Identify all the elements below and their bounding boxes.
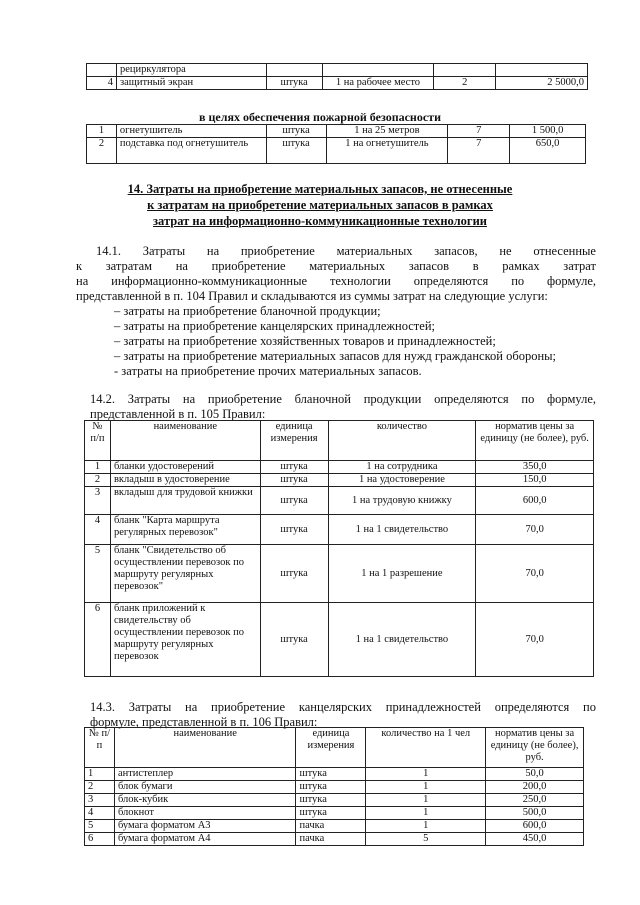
item-quantity: 5 (366, 833, 486, 846)
item-norm (434, 64, 496, 77)
item-price: 150,0 (476, 474, 594, 487)
header-num: № п/п (85, 421, 111, 461)
item-name: блокнот (114, 807, 296, 820)
table-row (87, 138, 586, 164)
list-item: – затраты на приобретение канцелярских принадлежностей; (114, 319, 435, 333)
header-unit: единица измерения (260, 421, 328, 461)
item-unit: штука (296, 794, 366, 807)
item-quantity: 1 на удостоверение (328, 474, 476, 487)
row-number: 3 (85, 487, 111, 515)
table-header-row (85, 421, 594, 461)
fire-safety-heading: в целях обеспечения пожарной безопасности (199, 110, 441, 124)
item-unit: штука (296, 807, 366, 820)
header-price: норматив цены за единицу (не более), руб. (486, 728, 584, 768)
item-quantity: 1 на огнетушитель (326, 138, 448, 164)
item-quantity: 1 на рабочее место (322, 77, 434, 90)
paragraph-line: на информационно-коммуникационные технологии определяются по формуле, (76, 274, 596, 288)
item-quantity: 1 (366, 820, 486, 833)
table-header-row (85, 728, 584, 768)
item-price: 70,0 (476, 515, 594, 545)
row-number: 2 (87, 138, 117, 164)
item-norm: 2 (434, 77, 496, 90)
paragraph-line: 14.1. Затраты на приобретение материальных запасов, не отнесенные (96, 244, 596, 258)
header-name: наименование (114, 728, 296, 768)
item-price: 70,0 (476, 603, 594, 677)
item-name: бланки удостоверений (110, 461, 260, 474)
row-number: 6 (85, 603, 111, 677)
section-14-title-line-3: затрат на информационно-коммуникационные технологии (153, 214, 487, 228)
paragraph-line: 14.3. Затраты на приобретение канцелярских принадлежностей определяются по (90, 700, 596, 714)
table-row (85, 487, 594, 515)
item-name: подставка под огнетушитель (116, 138, 266, 164)
item-norm: 7 (448, 138, 510, 164)
table-row (85, 781, 584, 794)
item-quantity: 1 на 1 разрешение (328, 545, 476, 603)
item-quantity: 1 (366, 781, 486, 794)
list-item: – затраты на приобретение хозяйственных товаров и принадлежностей; (114, 334, 496, 348)
row-number: 2 (85, 474, 111, 487)
table-row (85, 515, 594, 545)
paragraph-14-2 (90, 392, 596, 422)
item-price: 600,0 (486, 820, 584, 833)
list-item: – затраты на приобретение бланочной продукции; (114, 304, 381, 318)
item-quantity: 1 на 1 свидетельство (328, 603, 476, 677)
section-14-title-line-1: 14. Затраты на приобретение материальных запасов, не отнесенные (127, 182, 513, 196)
row-number: 4 (85, 807, 115, 820)
item-name: блок-кубик (114, 794, 296, 807)
row-number: 2 (85, 781, 115, 794)
list-item: - затраты на приобретение прочих материальных запасов. (114, 364, 422, 378)
item-name: вкладыш в удостоверение (110, 474, 260, 487)
row-number: 3 (85, 794, 115, 807)
item-unit: штука (260, 461, 328, 474)
table-row (85, 474, 594, 487)
table-row (85, 820, 584, 833)
item-name: огнетушитель (116, 125, 266, 138)
table-row (85, 768, 584, 781)
item-quantity: 1 на 25 метров (326, 125, 448, 138)
table-row (87, 64, 588, 77)
item-price: 250,0 (486, 794, 584, 807)
item-name: блок бумаги (114, 781, 296, 794)
item-quantity (322, 64, 434, 77)
section-14-title-line-2: к затратам на приобретение материальных запасов в рамках (147, 198, 493, 212)
paragraph-14-1 (76, 244, 596, 304)
top-table (86, 63, 588, 90)
item-price: 450,0 (486, 833, 584, 846)
table-row (85, 545, 594, 603)
row-number: 4 (87, 77, 117, 90)
table-row (87, 125, 586, 138)
item-price: 650,0 (510, 138, 586, 164)
item-unit: штука (260, 603, 328, 677)
paragraph-line: представленной в п. 105 Правил: (90, 407, 266, 421)
item-quantity: 1 (366, 794, 486, 807)
item-price: 1 500,0 (510, 125, 586, 138)
header-quantity: количество на 1 чел (366, 728, 486, 768)
item-unit: штука (260, 487, 328, 515)
fire-safety-table (86, 124, 586, 164)
item-price: 600,0 (476, 487, 594, 515)
item-name: антистеплер (114, 768, 296, 781)
table-row (85, 833, 584, 846)
item-unit: штука (296, 768, 366, 781)
paragraph-14-3 (90, 700, 596, 730)
item-unit: штука (266, 125, 326, 138)
paragraph-line: к затратам на приобретение материальных запасов в рамках затрат (76, 259, 596, 273)
item-price: 70,0 (476, 545, 594, 603)
stationery-table (84, 727, 584, 846)
item-quantity: 1 (366, 768, 486, 781)
row-number: 1 (85, 461, 111, 474)
table-row (87, 77, 588, 90)
item-name: бумага форматом А3 (114, 820, 296, 833)
item-name: вкладыш для трудовой книжки (110, 487, 260, 515)
item-name: бланк приложений к свидетельству об осуществлении перевозок по маршруту регулярных перевозок (110, 603, 260, 677)
item-price: 350,0 (476, 461, 594, 474)
item-unit: штука (260, 474, 328, 487)
item-price: 200,0 (486, 781, 584, 794)
row-number: 4 (85, 515, 111, 545)
row-number (87, 64, 117, 77)
item-unit: пачка (296, 820, 366, 833)
row-number: 5 (85, 820, 115, 833)
item-norm: 7 (448, 125, 510, 138)
header-num: № п/п (85, 728, 115, 768)
item-unit (266, 64, 322, 77)
header-price: норматив цены за единицу (не более), руб. (476, 421, 594, 461)
row-number: 5 (85, 545, 111, 603)
blank-products-table (84, 420, 594, 677)
table-row (85, 807, 584, 820)
list-item: – затраты на приобретение материальных запасов для нужд гражданской обороны; (114, 349, 557, 363)
item-price (496, 64, 588, 77)
item-price: 500,0 (486, 807, 584, 820)
item-unit: пачка (296, 833, 366, 846)
header-quantity: количество (328, 421, 476, 461)
header-name: наименование (110, 421, 260, 461)
item-unit: штука (260, 545, 328, 603)
row-number: 1 (85, 768, 115, 781)
item-name: бумага форматом А4 (114, 833, 296, 846)
table-row (85, 461, 594, 474)
item-name: бланк "Свидетельство об осуществлении перевозок по маршруту регулярных перевозок" (110, 545, 260, 603)
item-unit: штука (266, 138, 326, 164)
item-name: рециркулятора (116, 64, 266, 77)
item-unit: штука (260, 515, 328, 545)
table-row (85, 603, 594, 677)
item-quantity: 1 (366, 807, 486, 820)
row-number: 6 (85, 833, 115, 846)
paragraph-line: формуле, представленной в п. 106 Правил: (90, 715, 318, 729)
item-price: 2 5000,0 (496, 77, 588, 90)
row-number: 1 (87, 125, 117, 138)
item-unit: штука (266, 77, 322, 90)
table-row (85, 794, 584, 807)
expense-list (114, 304, 594, 379)
item-quantity: 1 на 1 свидетельство (328, 515, 476, 545)
item-unit: штука (296, 781, 366, 794)
item-name: защитный экран (116, 77, 266, 90)
paragraph-line: представленной в п. 104 Правил и складываются из суммы затрат на следующие услуги: (76, 289, 548, 303)
item-quantity: 1 на трудовую книжку (328, 487, 476, 515)
paragraph-line: 14.2. Затраты на приобретение бланочной продукции определяются по формуле, (90, 392, 596, 406)
item-name: бланк "Карта маршрута регулярных перевозок" (110, 515, 260, 545)
header-unit: единица измерения (296, 728, 366, 768)
item-quantity: 1 на сотрудника (328, 461, 476, 474)
item-price: 50,0 (486, 768, 584, 781)
